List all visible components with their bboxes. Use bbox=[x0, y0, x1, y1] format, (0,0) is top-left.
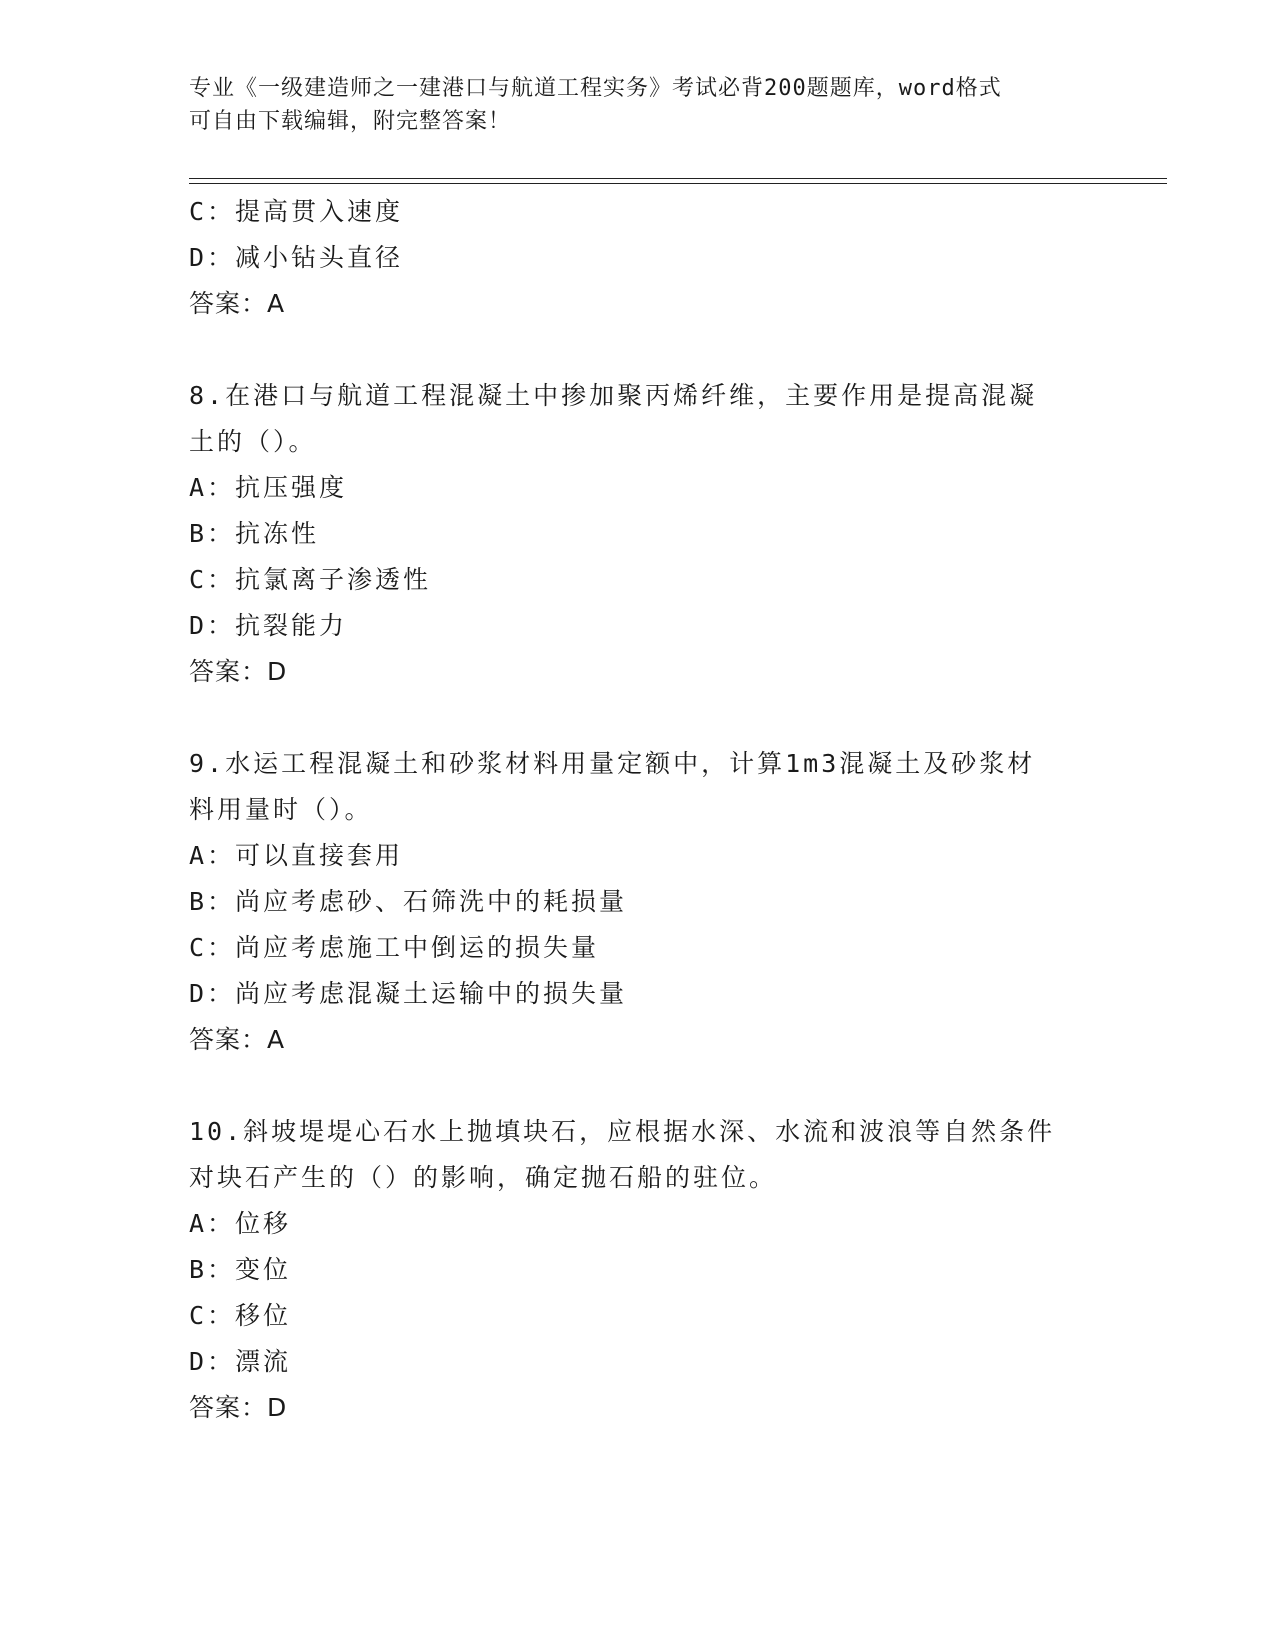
question-7-continued bbox=[189, 189, 1089, 327]
document-header bbox=[189, 72, 1089, 138]
question-8 bbox=[189, 373, 1089, 695]
option-a: A：位移 bbox=[189, 1209, 292, 1238]
option-a: A：可以直接套用 bbox=[189, 841, 404, 870]
header-line-2: 可自由下载编辑，附完整答案！ bbox=[189, 109, 512, 134]
header-divider-bottom bbox=[189, 183, 1167, 184]
spacer bbox=[189, 1063, 1089, 1109]
answer-line: 答案：A bbox=[189, 289, 286, 318]
answer-line: 答案：D bbox=[189, 657, 288, 686]
question-stem: 9.水运工程混凝土和砂浆材料用量定额中，计算1m3混凝土及砂浆材 bbox=[189, 749, 1036, 778]
header-divider-top bbox=[189, 178, 1167, 179]
option-a: A：抗压强度 bbox=[189, 473, 348, 502]
question-stem: 料用量时（）。 bbox=[189, 795, 373, 824]
option-d: D：减小钻头直径 bbox=[189, 243, 404, 272]
option-b: B：尚应考虑砂、石筛洗中的耗损量 bbox=[189, 887, 628, 916]
option-c: C：尚应考虑施工中倒运的损失量 bbox=[189, 933, 600, 962]
header-line-1: 专业《一级建造师之一建港口与航道工程实务》考试必背200题题库，word格式 bbox=[189, 76, 1002, 101]
question-9 bbox=[189, 741, 1089, 1063]
spacer bbox=[189, 327, 1089, 373]
option-d: D：抗裂能力 bbox=[189, 611, 348, 640]
spacer bbox=[189, 695, 1089, 741]
question-stem: 8.在港口与航道工程混凝土中掺加聚丙烯纤维，主要作用是提高混凝 bbox=[189, 381, 1038, 410]
option-b: B：变位 bbox=[189, 1255, 292, 1284]
option-d: D：漂流 bbox=[189, 1347, 292, 1376]
option-c: C：提高贯入速度 bbox=[189, 197, 404, 226]
option-d: D：尚应考虑混凝土运输中的损失量 bbox=[189, 979, 628, 1008]
answer-line: 答案：D bbox=[189, 1393, 288, 1422]
question-content bbox=[189, 189, 1089, 1431]
question-stem: 10.斜坡堤堤心石水上抛填块石，应根据水深、水流和波浪等自然条件 bbox=[189, 1117, 1056, 1146]
question-stem: 土的（）。 bbox=[189, 427, 317, 456]
option-c: C：移位 bbox=[189, 1301, 292, 1330]
option-c: C：抗氯离子渗透性 bbox=[189, 565, 432, 594]
question-10 bbox=[189, 1109, 1089, 1431]
option-b: B：抗冻性 bbox=[189, 519, 320, 548]
answer-line: 答案：A bbox=[189, 1025, 286, 1054]
question-stem: 对块石产生的（）的影响，确定抛石船的驻位。 bbox=[189, 1163, 778, 1192]
